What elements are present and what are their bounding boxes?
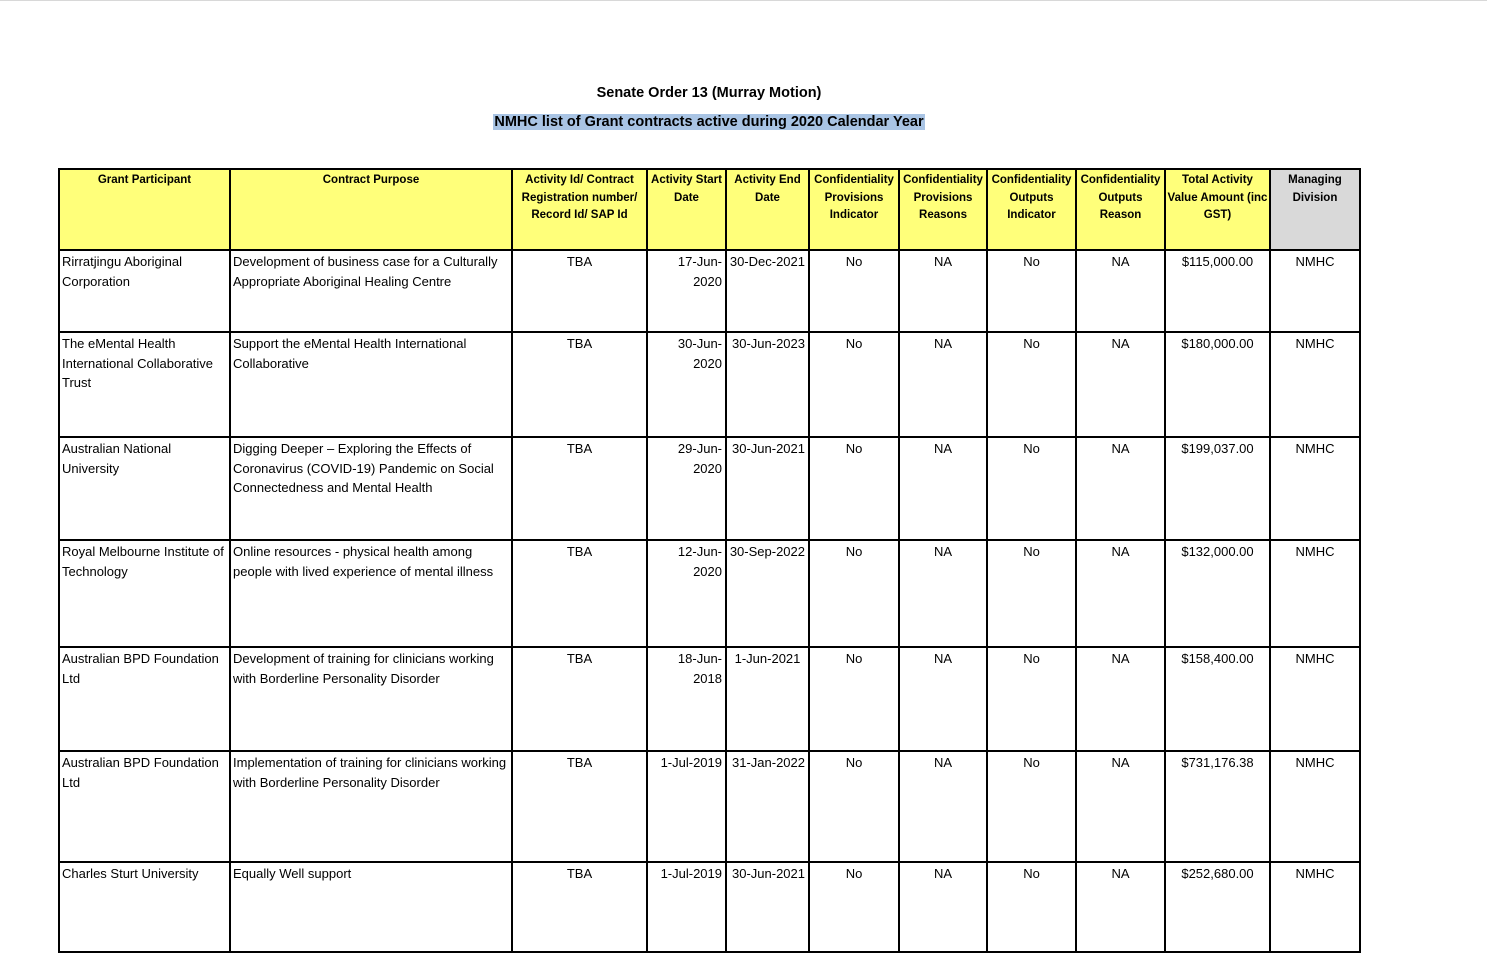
document-subtitle-highlight: NMHC list of Grant contracts active during 2020 Calendar Year: [494, 114, 924, 130]
cell-outputs-indicator: No: [987, 250, 1076, 332]
cell-managing-division: NMHC: [1270, 332, 1360, 437]
cell-provisions-indicator: No: [809, 862, 899, 952]
header-confidentiality-provisions-reasons: Confidentiality Provisions Reasons: [899, 169, 987, 250]
cell-activity-id: TBA: [512, 751, 647, 862]
cell-activity-id: TBA: [512, 250, 647, 332]
cell-activity-id: TBA: [512, 437, 647, 540]
cell-outputs-reason: NA: [1076, 540, 1165, 647]
cell-grant-participant: Australian BPD Foundation Ltd: [59, 751, 230, 862]
table-header-row: [59, 169, 1360, 250]
cell-provisions-indicator: No: [809, 332, 899, 437]
cell-start-date: 29-Jun-2020: [647, 437, 726, 540]
cell-managing-division: NMHC: [1270, 540, 1360, 647]
cell-total-value: $199,037.00: [1165, 437, 1270, 540]
cell-contract-purpose: Digging Deeper – Exploring the Effects of Coronavirus (COVID-19) Pandemic on Social Connectedness and Mental Health: [230, 437, 512, 540]
table-row: [59, 437, 1360, 540]
header-confidentiality-provisions-indicator: Confidentiality Provisions Indicator: [809, 169, 899, 250]
table-row: [59, 862, 1360, 952]
table-row: [59, 250, 1360, 332]
cell-contract-purpose: Online resources - physical health among people with lived experience of mental illness: [230, 540, 512, 647]
cell-end-date: 30-Sep-2022: [726, 540, 809, 647]
cell-outputs-reason: NA: [1076, 862, 1165, 952]
cell-provisions-reasons: NA: [899, 250, 987, 332]
cell-managing-division: NMHC: [1270, 250, 1360, 332]
cell-provisions-indicator: No: [809, 751, 899, 862]
header-activity-end-date: Activity End Date: [726, 169, 809, 250]
header-confidentiality-outputs-reason: Confidentiality Outputs Reason: [1076, 169, 1165, 250]
cell-start-date: 18-Jun-2018: [647, 647, 726, 751]
table-row: [59, 540, 1360, 647]
cell-total-value: $115,000.00: [1165, 250, 1270, 332]
header-total-activity-value: Total Activity Value Amount (inc GST): [1165, 169, 1270, 250]
cell-grant-participant: Australian National University: [59, 437, 230, 540]
cell-contract-purpose: Implementation of training for clinicians working with Borderline Personality Disorder: [230, 751, 512, 862]
cell-end-date: 30-Dec-2021: [726, 250, 809, 332]
header-activity-start-date: Activity Start Date: [647, 169, 726, 250]
header-managing-division: Managing Division: [1270, 169, 1360, 250]
cell-outputs-reason: NA: [1076, 437, 1165, 540]
cell-end-date: 30-Jun-2023: [726, 332, 809, 437]
cell-managing-division: NMHC: [1270, 862, 1360, 952]
cell-provisions-reasons: NA: [899, 437, 987, 540]
cell-managing-division: NMHC: [1270, 751, 1360, 862]
cell-provisions-indicator: No: [809, 250, 899, 332]
cell-provisions-reasons: NA: [899, 751, 987, 862]
cell-managing-division: NMHC: [1270, 647, 1360, 751]
page-top-border: [0, 0, 1487, 1]
header-activity-id: Activity Id/ Contract Registration number/ Record Id/ SAP Id: [512, 169, 647, 250]
cell-grant-participant: Rirratjingu Aboriginal Corporation: [59, 250, 230, 332]
cell-contract-purpose: Development of training for clinicians working with Borderline Personality Disorder: [230, 647, 512, 751]
cell-activity-id: TBA: [512, 647, 647, 751]
cell-provisions-indicator: No: [809, 647, 899, 751]
cell-grant-participant: Australian BPD Foundation Ltd: [59, 647, 230, 751]
cell-outputs-indicator: No: [987, 647, 1076, 751]
cell-provisions-indicator: No: [809, 540, 899, 647]
cell-end-date: 1-Jun-2021: [726, 647, 809, 751]
cell-total-value: $252,680.00: [1165, 862, 1270, 952]
header-confidentiality-outputs-indicator: Confidentiality Outputs Indicator: [987, 169, 1076, 250]
cell-start-date: 1-Jul-2019: [647, 862, 726, 952]
header-contract-purpose: Contract Purpose: [230, 169, 512, 250]
cell-start-date: 1-Jul-2019: [647, 751, 726, 862]
cell-grant-participant: The eMental Health International Collaborative Trust: [59, 332, 230, 437]
cell-provisions-reasons: NA: [899, 540, 987, 647]
table-row: [59, 647, 1360, 751]
cell-end-date: 30-Jun-2021: [726, 437, 809, 540]
cell-activity-id: TBA: [512, 540, 647, 647]
cell-activity-id: TBA: [512, 332, 647, 437]
cell-total-value: $158,400.00: [1165, 647, 1270, 751]
document-title: Senate Order 13 (Murray Motion): [596, 85, 822, 101]
cell-start-date: 30-Jun-2020: [647, 332, 726, 437]
cell-start-date: 17-Jun-2020: [647, 250, 726, 332]
cell-end-date: 31-Jan-2022: [726, 751, 809, 862]
cell-provisions-reasons: NA: [899, 862, 987, 952]
cell-contract-purpose: Equally Well support: [230, 862, 512, 952]
cell-total-value: $132,000.00: [1165, 540, 1270, 647]
cell-provisions-reasons: NA: [899, 332, 987, 437]
cell-outputs-indicator: No: [987, 332, 1076, 437]
cell-outputs-indicator: No: [987, 540, 1076, 647]
cell-activity-id: TBA: [512, 862, 647, 952]
cell-outputs-reason: NA: [1076, 647, 1165, 751]
cell-outputs-reason: NA: [1076, 250, 1165, 332]
table-row: [59, 332, 1360, 437]
cell-end-date: 30-Jun-2021: [726, 862, 809, 952]
cell-outputs-indicator: No: [987, 437, 1076, 540]
cell-start-date: 12-Jun-2020: [647, 540, 726, 647]
cell-grant-participant: Royal Melbourne Institute of Technology: [59, 540, 230, 647]
cell-contract-purpose: Development of business case for a Culturally Appropriate Aboriginal Healing Centre: [230, 250, 512, 332]
table-row: [59, 751, 1360, 862]
document-subtitle: [0, 114, 1418, 130]
cell-outputs-reason: NA: [1076, 751, 1165, 862]
cell-contract-purpose: Support the eMental Health International Collaborative: [230, 332, 512, 437]
cell-provisions-indicator: No: [809, 437, 899, 540]
cell-outputs-reason: NA: [1076, 332, 1165, 437]
cell-managing-division: NMHC: [1270, 437, 1360, 540]
cell-total-value: $731,176.38: [1165, 751, 1270, 862]
cell-provisions-reasons: NA: [899, 647, 987, 751]
cell-total-value: $180,000.00: [1165, 332, 1270, 437]
grant-contracts-table: [58, 168, 1361, 953]
header-grant-participant: Grant Participant: [59, 169, 230, 250]
cell-outputs-indicator: No: [987, 862, 1076, 952]
cell-grant-participant: Charles Sturt University: [59, 862, 230, 952]
cell-outputs-indicator: No: [987, 751, 1076, 862]
